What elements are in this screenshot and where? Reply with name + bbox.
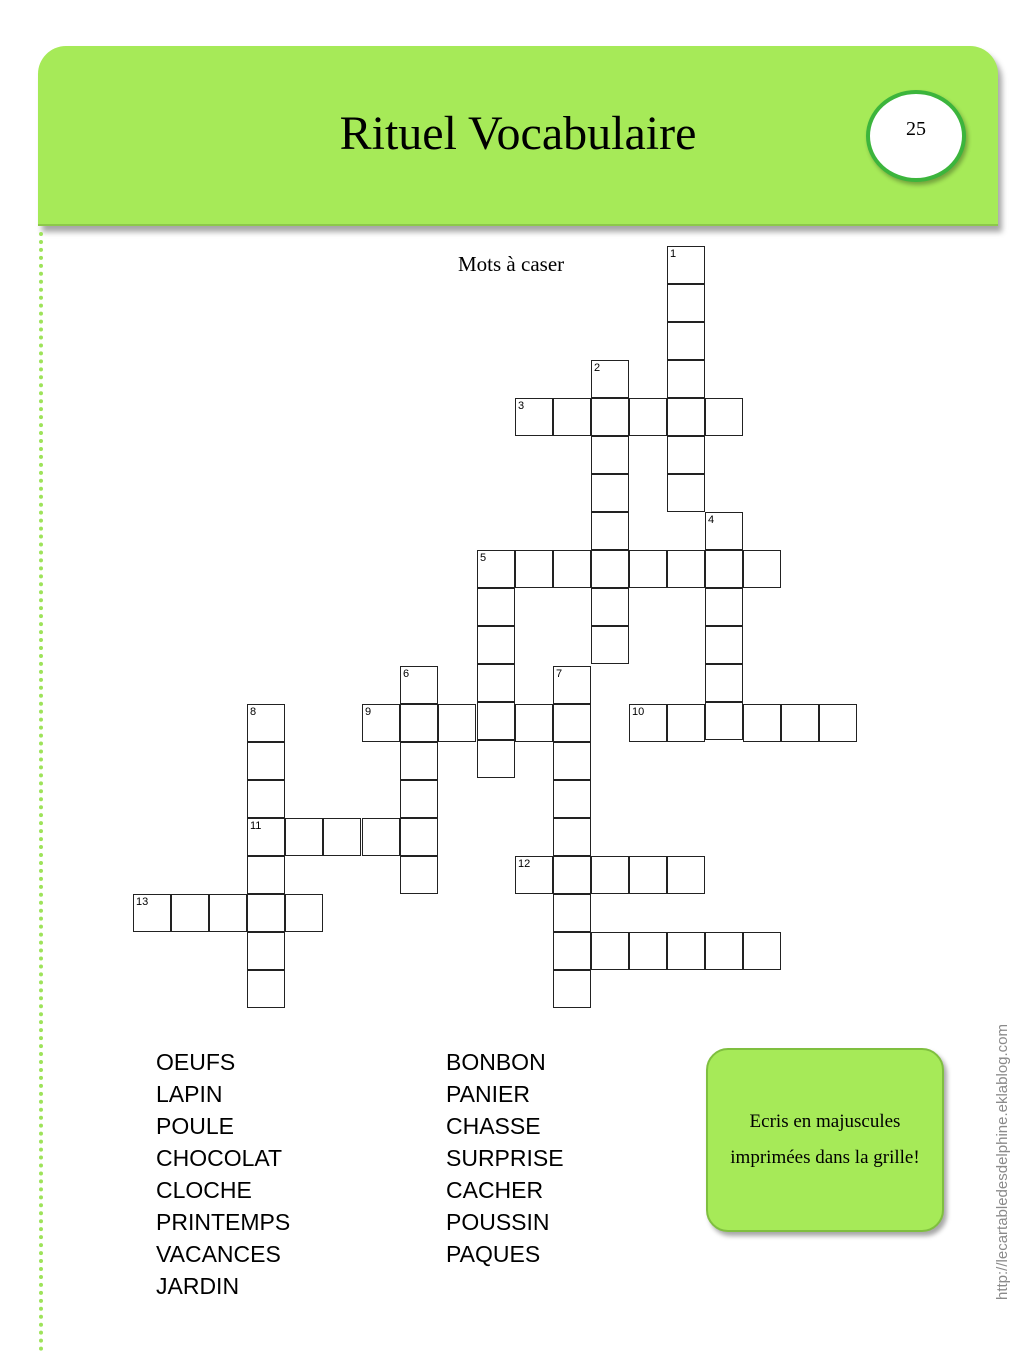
word-item: POUSSIN xyxy=(446,1209,550,1235)
crossword-cell[interactable] xyxy=(591,856,629,894)
word-item: OEUFS xyxy=(156,1049,236,1075)
footer-url: http://lecartabledesdelphine.eklablog.com xyxy=(994,1023,1011,1300)
crossword-cell[interactable] xyxy=(171,894,209,932)
word-item: JARDIN xyxy=(156,1273,240,1299)
crossword-cell[interactable] xyxy=(705,932,743,970)
crossword-cell[interactable] xyxy=(705,702,743,740)
crossword-cell[interactable] xyxy=(553,704,591,742)
word-list-column-2 xyxy=(446,1046,564,1270)
crossword-cell[interactable] xyxy=(591,932,629,970)
clue-number: 8 xyxy=(250,706,257,718)
crossword-cell[interactable] xyxy=(553,932,591,970)
crossword-cell[interactable] xyxy=(400,704,438,742)
crossword-cell[interactable] xyxy=(667,360,705,398)
crossword-cell[interactable] xyxy=(667,322,705,360)
clue-number: 6 xyxy=(403,668,410,680)
crossword-cell[interactable] xyxy=(705,398,743,436)
word-item: CHASSE xyxy=(446,1113,541,1139)
crossword-cell[interactable] xyxy=(629,856,667,894)
clue-number: 9 xyxy=(365,706,372,718)
word-item: PAQUES xyxy=(446,1241,541,1267)
crossword-cell[interactable] xyxy=(781,704,819,742)
clue-number: 1 xyxy=(670,248,677,260)
crossword-cell[interactable] xyxy=(667,474,705,512)
crossword-cell[interactable] xyxy=(629,398,667,436)
crossword-cell[interactable] xyxy=(323,818,361,856)
clue-number: 12 xyxy=(518,858,531,870)
crossword-cell[interactable] xyxy=(247,818,285,856)
word-item: LAPIN xyxy=(156,1081,223,1107)
margin-dotted-line xyxy=(39,232,43,1352)
crossword-cell[interactable] xyxy=(553,550,591,588)
crossword-cell[interactable] xyxy=(553,398,591,436)
crossword-cell[interactable] xyxy=(247,894,285,932)
crossword-cell[interactable] xyxy=(667,436,705,474)
crossword-cell[interactable] xyxy=(591,360,629,398)
page-number-badge xyxy=(866,90,966,182)
word-item: SURPRISE xyxy=(446,1145,564,1171)
crossword-cell[interactable] xyxy=(362,704,400,742)
crossword-cell[interactable] xyxy=(285,818,323,856)
crossword-cell[interactable] xyxy=(629,704,667,742)
crossword-cell[interactable] xyxy=(477,740,515,778)
clue-number: 11 xyxy=(250,820,262,832)
crossword-cell[interactable] xyxy=(553,894,591,932)
crossword-cell[interactable] xyxy=(477,550,515,588)
clue-number: 7 xyxy=(556,668,563,680)
page-title: Rituel Vocabulaire xyxy=(339,107,697,160)
crossword-cell[interactable] xyxy=(247,742,285,780)
crossword-cell[interactable] xyxy=(591,588,629,626)
clue-number: 13 xyxy=(136,896,149,908)
crossword-cell[interactable] xyxy=(667,246,705,284)
crossword-cell[interactable] xyxy=(667,856,705,894)
crossword-cell[interactable] xyxy=(553,856,591,894)
crossword-cell[interactable] xyxy=(477,626,515,664)
crossword-cell[interactable] xyxy=(629,932,667,970)
crossword-cell[interactable] xyxy=(705,550,743,588)
crossword-cell[interactable] xyxy=(629,550,667,588)
crossword-cell[interactable] xyxy=(400,856,438,894)
crossword-cell[interactable] xyxy=(515,398,553,436)
clue-number: 5 xyxy=(480,552,487,564)
crossword-cell[interactable] xyxy=(285,894,323,932)
crossword-cell[interactable] xyxy=(477,664,515,702)
word-item: BONBON xyxy=(446,1049,546,1075)
crossword-cell[interactable] xyxy=(400,742,438,780)
word-item: PANIER xyxy=(446,1081,530,1107)
crossword-cell[interactable] xyxy=(362,818,400,856)
crossword-cell[interactable] xyxy=(667,284,705,322)
word-list-column-1 xyxy=(156,1046,290,1302)
crossword-cell[interactable] xyxy=(705,588,743,626)
crossword-cell[interactable] xyxy=(133,894,171,932)
crossword-cell[interactable] xyxy=(553,666,591,704)
crossword-cell[interactable] xyxy=(591,436,629,474)
crossword-cell[interactable] xyxy=(209,894,247,932)
crossword-cell[interactable] xyxy=(247,704,285,742)
word-item: CLOCHE xyxy=(156,1177,252,1203)
clue-number: 2 xyxy=(594,362,601,374)
clue-number: 4 xyxy=(708,514,715,526)
word-item: VACANCES xyxy=(156,1241,281,1267)
crossword-cell[interactable] xyxy=(400,818,438,856)
crossword-cell[interactable] xyxy=(247,970,285,1008)
crossword-cell[interactable] xyxy=(667,704,705,742)
crossword-cell[interactable] xyxy=(247,932,285,970)
crossword-cell[interactable] xyxy=(591,626,629,664)
crossword-cell[interactable] xyxy=(438,704,476,742)
clue-number: 3 xyxy=(518,400,525,412)
page-number: 25 xyxy=(906,118,926,140)
crossword-cell[interactable] xyxy=(819,704,857,742)
crossword-cell[interactable] xyxy=(553,970,591,1008)
word-item: PRINTEMPS xyxy=(156,1209,291,1235)
crossword-cell[interactable] xyxy=(591,550,629,588)
crossword-cell[interactable] xyxy=(247,856,285,894)
crossword-cell[interactable] xyxy=(667,398,705,436)
crossword-cell[interactable] xyxy=(515,550,553,588)
crossword-cell[interactable] xyxy=(591,398,629,436)
crossword-cell[interactable] xyxy=(553,818,591,856)
crossword-cell[interactable] xyxy=(667,550,705,588)
crossword-cell[interactable] xyxy=(743,550,781,588)
crossword-cell[interactable] xyxy=(743,932,781,970)
header-banner xyxy=(38,46,998,226)
clue-number: 10 xyxy=(632,706,645,718)
crossword-cell[interactable] xyxy=(515,856,553,894)
instruction-text: Ecris en majuscules imprimées dans la grille! xyxy=(730,1111,920,1168)
crossword-cell[interactable] xyxy=(743,704,781,742)
crossword-cell[interactable] xyxy=(515,704,553,742)
word-item: CHOCOLAT xyxy=(156,1145,283,1171)
crossword-cell[interactable] xyxy=(553,742,591,780)
crossword-cell[interactable] xyxy=(667,932,705,970)
crossword-cell[interactable] xyxy=(247,780,285,818)
crossword-cell[interactable] xyxy=(477,588,515,626)
crossword-cell[interactable] xyxy=(400,780,438,818)
word-item: POULE xyxy=(156,1113,234,1139)
crossword-cell[interactable] xyxy=(477,702,515,740)
word-item: CACHER xyxy=(446,1177,544,1203)
crossword-cell[interactable] xyxy=(705,626,743,664)
crossword-cell[interactable] xyxy=(705,664,743,702)
crossword-cell[interactable] xyxy=(591,512,629,550)
crossword-cell[interactable] xyxy=(705,512,743,550)
crossword-cell[interactable] xyxy=(553,780,591,818)
crossword-cell[interactable] xyxy=(400,666,438,704)
crossword-subtitle: Mots à caser xyxy=(458,252,565,276)
instruction-box xyxy=(706,1048,944,1232)
crossword-cell[interactable] xyxy=(591,474,629,512)
